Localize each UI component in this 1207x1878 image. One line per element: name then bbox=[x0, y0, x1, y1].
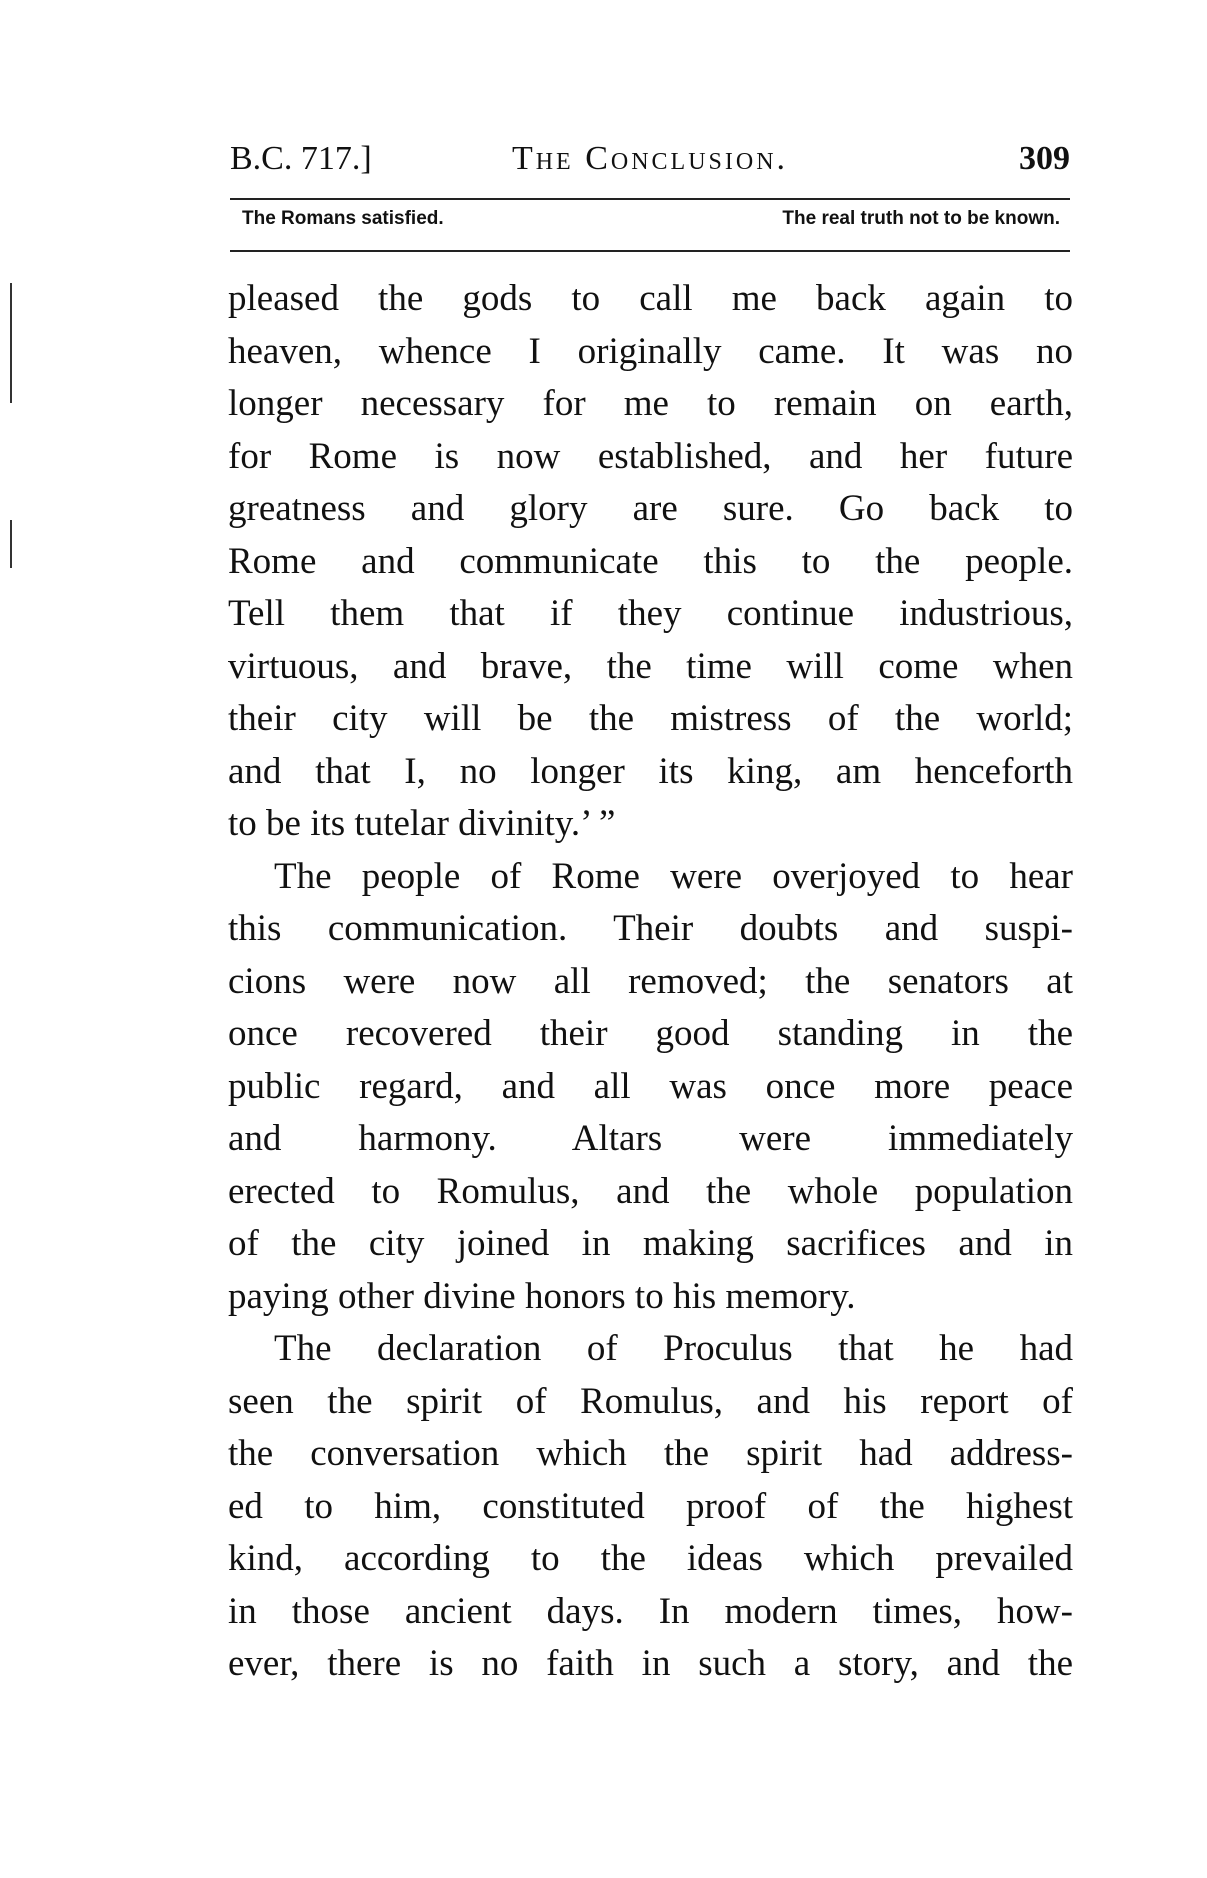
text-line: paying other divine honors to his memory. bbox=[228, 1275, 856, 1317]
text-line: heaven, whence I originally came. It was no bbox=[228, 330, 1073, 372]
text-line: and that I, no longer its king, am henceforth bbox=[228, 750, 1073, 792]
text-line: The declaration of Proculus that he had bbox=[274, 1328, 1073, 1369]
text-line: ed to him, constituted proof of the highest bbox=[228, 1485, 1073, 1527]
header-reference: B.C. 717.] bbox=[230, 140, 372, 177]
page-number: 309 bbox=[1019, 140, 1070, 177]
text-line: public regard, and all was once more peace bbox=[228, 1065, 1073, 1107]
body-text bbox=[228, 273, 1073, 1691]
text-line: Rome and communicate this to the people. bbox=[228, 540, 1073, 582]
text-line: Tell them that if they continue industrious, bbox=[228, 593, 1073, 634]
text-line: and harmony. Altars were immediately bbox=[228, 1118, 1073, 1159]
text-line: of the city joined in making sacrifices and in bbox=[228, 1223, 1073, 1264]
running-head bbox=[230, 140, 1070, 190]
text-line: in those ancient days. In modern times, how- bbox=[228, 1590, 1073, 1632]
text-line: for Rome is now established, and her future bbox=[228, 435, 1073, 477]
text-line: to be its tutelar divinity.’ ” bbox=[228, 803, 616, 844]
shoulder-note-left: The Romans satisfied. bbox=[242, 208, 444, 229]
text-line: their city will be the mistress of the world; bbox=[228, 698, 1073, 739]
text-line: erected to Romulus, and the whole population bbox=[228, 1170, 1073, 1212]
text-line: cions were now all removed; the senators at bbox=[228, 960, 1073, 1002]
margin-mark-1 bbox=[10, 283, 12, 403]
header-rule-top bbox=[230, 198, 1070, 200]
text-line: longer necessary for me to remain on earth, bbox=[228, 383, 1073, 424]
text-line: seen the spirit of Romulus, and his report of bbox=[228, 1380, 1073, 1422]
shoulder-note-right: The real truth not to be known. bbox=[782, 208, 1060, 229]
text-line: greatness and glory are sure. Go back to bbox=[228, 488, 1073, 529]
margin-mark-2 bbox=[10, 520, 12, 568]
text-line: pleased the gods to call me back again to bbox=[228, 278, 1073, 319]
text-line: virtuous, and brave, the time will come when bbox=[228, 645, 1073, 687]
text-line: The people of Rome were overjoyed to hear bbox=[274, 855, 1073, 897]
header-rule-bottom bbox=[230, 250, 1070, 252]
text-line: kind, according to the ideas which prevailed bbox=[228, 1538, 1073, 1579]
text-line: the conversation which the spirit had address- bbox=[228, 1433, 1073, 1474]
text-line: this communication. Their doubts and suspi- bbox=[228, 908, 1073, 949]
text-line: ever, there is no faith in such a story, and the bbox=[228, 1643, 1073, 1684]
chapter-title: The Conclusion. bbox=[511, 140, 789, 177]
shoulder-notes bbox=[230, 208, 1070, 236]
text-line: once recovered their good standing in the bbox=[228, 1013, 1073, 1054]
